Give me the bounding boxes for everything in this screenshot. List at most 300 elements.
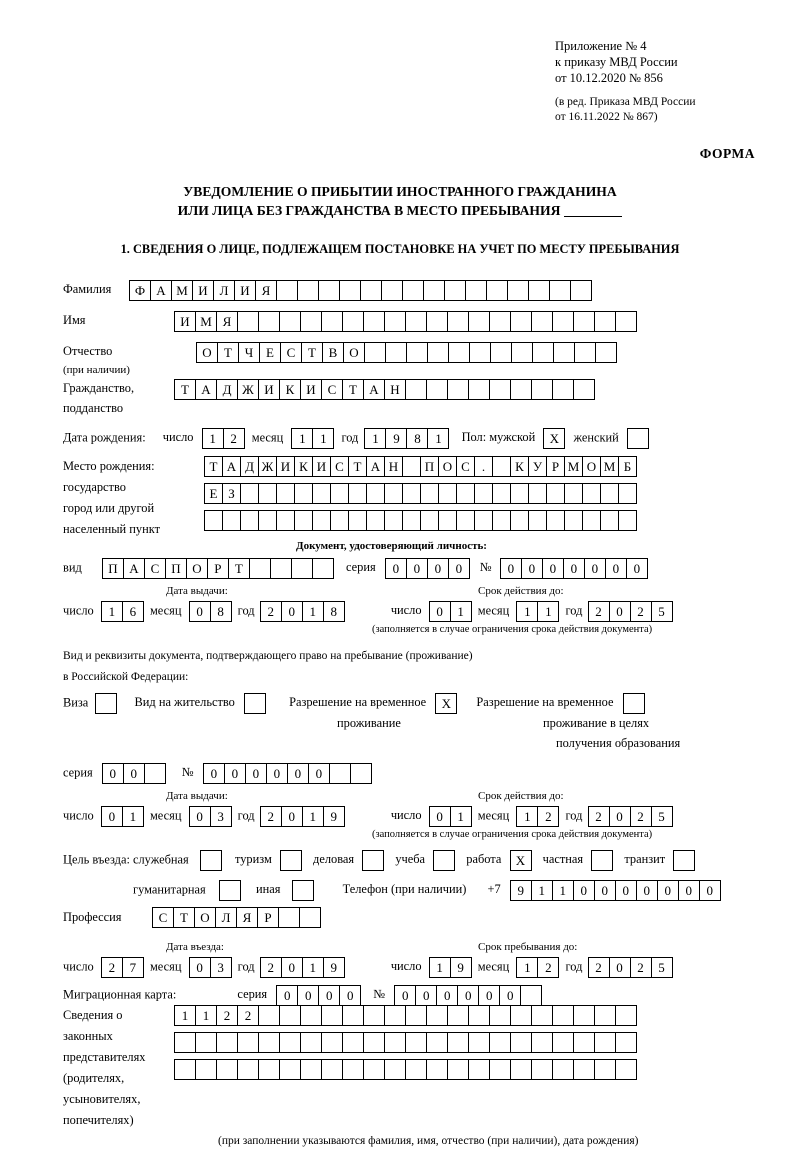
- purpose-other-checkbox[interactable]: [292, 880, 314, 901]
- char-cell[interactable]: [570, 280, 592, 301]
- char-cell[interactable]: [573, 1005, 595, 1026]
- char-cell[interactable]: [312, 558, 334, 579]
- char-cell[interactable]: [363, 1059, 385, 1080]
- char-cell[interactable]: [618, 483, 637, 504]
- char-cell[interactable]: Е: [204, 483, 223, 504]
- char-cell[interactable]: 0: [339, 985, 361, 1006]
- char-cell[interactable]: 1: [312, 428, 334, 449]
- char-cell[interactable]: 1: [427, 428, 449, 449]
- char-cell[interactable]: [406, 342, 428, 363]
- char-cell[interactable]: 0: [500, 558, 522, 579]
- char-cell[interactable]: [510, 1059, 532, 1080]
- char-cell[interactable]: [615, 311, 637, 332]
- char-cell[interactable]: [465, 280, 487, 301]
- char-cell[interactable]: 8: [406, 428, 428, 449]
- char-cell[interactable]: М: [171, 280, 193, 301]
- char-cell[interactable]: [363, 311, 385, 332]
- char-cell[interactable]: [405, 1059, 427, 1080]
- char-cell[interactable]: 1: [291, 428, 313, 449]
- doc-issue-month-cells[interactable]: [189, 601, 231, 622]
- char-cell[interactable]: 1: [450, 601, 472, 622]
- char-cell[interactable]: [426, 379, 448, 400]
- char-cell[interactable]: [174, 1059, 196, 1080]
- char-cell[interactable]: С: [144, 558, 166, 579]
- char-cell[interactable]: [339, 280, 361, 301]
- char-cell[interactable]: [489, 311, 511, 332]
- char-cell[interactable]: [520, 985, 542, 1006]
- edu-residence-checkbox[interactable]: [623, 693, 645, 714]
- permit-issue-month-cells[interactable]: [189, 806, 231, 827]
- char-cell[interactable]: 0: [448, 558, 470, 579]
- char-cell[interactable]: [258, 311, 280, 332]
- char-cell[interactable]: [552, 1032, 574, 1053]
- char-cell[interactable]: Я: [216, 311, 238, 332]
- char-cell[interactable]: [342, 1005, 364, 1026]
- char-cell[interactable]: [423, 280, 445, 301]
- char-cell[interactable]: [489, 1005, 511, 1026]
- char-cell[interactable]: 1: [516, 601, 538, 622]
- char-cell[interactable]: [552, 1059, 574, 1080]
- char-cell[interactable]: М: [600, 456, 619, 477]
- char-cell[interactable]: [474, 510, 493, 531]
- char-cell[interactable]: Ж: [237, 379, 259, 400]
- char-cell[interactable]: [594, 1059, 616, 1080]
- char-cell[interactable]: 0: [584, 558, 606, 579]
- char-cell[interactable]: 1: [531, 880, 553, 901]
- char-cell[interactable]: [582, 483, 601, 504]
- char-cell[interactable]: 0: [521, 558, 543, 579]
- char-cell[interactable]: 0: [102, 763, 124, 784]
- char-cell[interactable]: Р: [257, 907, 279, 928]
- char-cell[interactable]: [444, 280, 466, 301]
- char-cell[interactable]: [258, 510, 277, 531]
- char-cell[interactable]: [294, 483, 313, 504]
- char-cell[interactable]: О: [186, 558, 208, 579]
- stay-month-cells[interactable]: [516, 957, 558, 978]
- char-cell[interactable]: 0: [189, 601, 211, 622]
- char-cell[interactable]: [573, 1059, 595, 1080]
- char-cell[interactable]: [294, 510, 313, 531]
- char-cell[interactable]: [329, 763, 351, 784]
- char-cell[interactable]: [363, 1005, 385, 1026]
- char-cell[interactable]: [492, 456, 511, 477]
- char-cell[interactable]: 1: [364, 428, 386, 449]
- char-cell[interactable]: К: [294, 456, 313, 477]
- char-cell[interactable]: [492, 483, 511, 504]
- char-cell[interactable]: 8: [210, 601, 232, 622]
- char-cell[interactable]: Р: [207, 558, 229, 579]
- char-cell[interactable]: 2: [260, 957, 282, 978]
- char-cell[interactable]: [405, 379, 427, 400]
- char-cell[interactable]: 2: [537, 806, 559, 827]
- char-cell[interactable]: [279, 1032, 301, 1053]
- char-cell[interactable]: [490, 342, 512, 363]
- char-cell[interactable]: 0: [287, 763, 309, 784]
- char-cell[interactable]: [300, 311, 322, 332]
- char-cell[interactable]: [594, 1032, 616, 1053]
- char-cell[interactable]: С: [330, 456, 349, 477]
- char-cell[interactable]: 1: [516, 806, 538, 827]
- sex-female-checkbox[interactable]: [627, 428, 649, 449]
- char-cell[interactable]: [426, 1005, 448, 1026]
- char-cell[interactable]: 6: [122, 601, 144, 622]
- char-cell[interactable]: 2: [630, 806, 652, 827]
- char-cell[interactable]: [582, 510, 601, 531]
- char-cell[interactable]: [381, 280, 403, 301]
- surname-cells[interactable]: [129, 280, 591, 301]
- birth-state-cells[interactable]: [204, 456, 636, 477]
- char-cell[interactable]: 1: [552, 880, 574, 901]
- char-cell[interactable]: [364, 342, 386, 363]
- char-cell[interactable]: Т: [173, 907, 195, 928]
- char-cell[interactable]: 0: [297, 985, 319, 1006]
- char-cell[interactable]: [278, 907, 300, 928]
- char-cell[interactable]: О: [194, 907, 216, 928]
- purpose-humanitarian-checkbox[interactable]: [219, 880, 241, 901]
- char-cell[interactable]: [300, 1032, 322, 1053]
- char-cell[interactable]: [299, 907, 321, 928]
- char-cell[interactable]: А: [366, 456, 385, 477]
- birth-day-cells[interactable]: [202, 428, 244, 449]
- entry-year-cells[interactable]: [260, 957, 344, 978]
- doc-valid-day-cells[interactable]: [429, 601, 471, 622]
- char-cell[interactable]: 5: [651, 957, 673, 978]
- char-cell[interactable]: [360, 280, 382, 301]
- temp-residence-checkbox[interactable]: Х: [435, 693, 457, 714]
- char-cell[interactable]: 0: [478, 985, 500, 1006]
- legal-row-2-cells[interactable]: [174, 1032, 636, 1053]
- char-cell[interactable]: 0: [406, 558, 428, 579]
- char-cell[interactable]: 0: [203, 763, 225, 784]
- name-cells[interactable]: [174, 311, 636, 332]
- char-cell[interactable]: 2: [588, 957, 610, 978]
- char-cell[interactable]: 9: [450, 957, 472, 978]
- char-cell[interactable]: М: [195, 311, 217, 332]
- char-cell[interactable]: [510, 510, 529, 531]
- char-cell[interactable]: [279, 311, 301, 332]
- char-cell[interactable]: [321, 1005, 343, 1026]
- char-cell[interactable]: [468, 1005, 490, 1026]
- char-cell[interactable]: [342, 311, 364, 332]
- birth-settlement-cells[interactable]: [204, 510, 636, 531]
- legal-row-3-cells[interactable]: [174, 1059, 636, 1080]
- char-cell[interactable]: И: [276, 456, 295, 477]
- char-cell[interactable]: З: [222, 483, 241, 504]
- char-cell[interactable]: [258, 1059, 280, 1080]
- char-cell[interactable]: [489, 1032, 511, 1053]
- char-cell[interactable]: 1: [450, 806, 472, 827]
- char-cell[interactable]: П: [165, 558, 187, 579]
- birth-month-cells[interactable]: [291, 428, 333, 449]
- char-cell[interactable]: У: [528, 456, 547, 477]
- char-cell[interactable]: 0: [101, 806, 123, 827]
- char-cell[interactable]: [456, 510, 475, 531]
- char-cell[interactable]: [321, 311, 343, 332]
- char-cell[interactable]: 1: [429, 957, 451, 978]
- char-cell[interactable]: [553, 342, 575, 363]
- char-cell[interactable]: [600, 510, 619, 531]
- char-cell[interactable]: Н: [384, 379, 406, 400]
- char-cell[interactable]: [426, 311, 448, 332]
- char-cell[interactable]: Ф: [129, 280, 151, 301]
- char-cell[interactable]: [573, 379, 595, 400]
- char-cell[interactable]: [532, 342, 554, 363]
- permit-valid-year-cells[interactable]: [588, 806, 672, 827]
- stay-year-cells[interactable]: [588, 957, 672, 978]
- char-cell[interactable]: [594, 311, 616, 332]
- char-cell[interactable]: [276, 483, 295, 504]
- legal-row-1-cells[interactable]: [174, 1005, 636, 1026]
- char-cell[interactable]: [531, 311, 553, 332]
- char-cell[interactable]: 0: [499, 985, 521, 1006]
- doc-valid-year-cells[interactable]: [588, 601, 672, 622]
- purpose-private-checkbox[interactable]: [591, 850, 613, 871]
- char-cell[interactable]: [448, 342, 470, 363]
- char-cell[interactable]: 1: [302, 957, 324, 978]
- char-cell[interactable]: О: [196, 342, 218, 363]
- char-cell[interactable]: [330, 510, 349, 531]
- char-cell[interactable]: [468, 1059, 490, 1080]
- char-cell[interactable]: 0: [394, 985, 416, 1006]
- birth-year-cells[interactable]: [364, 428, 448, 449]
- char-cell[interactable]: [552, 311, 574, 332]
- char-cell[interactable]: 8: [323, 601, 345, 622]
- char-cell[interactable]: Е: [259, 342, 281, 363]
- char-cell[interactable]: [528, 510, 547, 531]
- char-cell[interactable]: [510, 311, 532, 332]
- char-cell[interactable]: [492, 510, 511, 531]
- char-cell[interactable]: 1: [195, 1005, 217, 1026]
- char-cell[interactable]: 0: [594, 880, 616, 901]
- permit-valid-day-cells[interactable]: [429, 806, 471, 827]
- char-cell[interactable]: А: [150, 280, 172, 301]
- char-cell[interactable]: [216, 1059, 238, 1080]
- char-cell[interactable]: [195, 1032, 217, 1053]
- char-cell[interactable]: 2: [223, 428, 245, 449]
- char-cell[interactable]: Т: [348, 456, 367, 477]
- char-cell[interactable]: [222, 510, 241, 531]
- char-cell[interactable]: [574, 342, 596, 363]
- char-cell[interactable]: [426, 1032, 448, 1053]
- char-cell[interactable]: 0: [429, 601, 451, 622]
- char-cell[interactable]: А: [222, 456, 241, 477]
- purpose-work-checkbox[interactable]: Х: [510, 850, 532, 871]
- char-cell[interactable]: [510, 483, 529, 504]
- char-cell[interactable]: [402, 510, 421, 531]
- char-cell[interactable]: Д: [216, 379, 238, 400]
- char-cell[interactable]: Ч: [238, 342, 260, 363]
- char-cell[interactable]: И: [192, 280, 214, 301]
- char-cell[interactable]: [510, 379, 532, 400]
- mig-series-cells[interactable]: [276, 985, 360, 1006]
- char-cell[interactable]: [564, 483, 583, 504]
- purpose-business-checkbox[interactable]: [362, 850, 384, 871]
- char-cell[interactable]: [385, 342, 407, 363]
- char-cell[interactable]: [402, 456, 421, 477]
- char-cell[interactable]: А: [363, 379, 385, 400]
- char-cell[interactable]: [546, 483, 565, 504]
- sex-male-checkbox[interactable]: Х: [543, 428, 565, 449]
- char-cell[interactable]: 0: [609, 601, 631, 622]
- birth-city-cells[interactable]: [204, 483, 636, 504]
- char-cell[interactable]: [297, 280, 319, 301]
- char-cell[interactable]: 0: [542, 558, 564, 579]
- char-cell[interactable]: 3: [210, 957, 232, 978]
- char-cell[interactable]: 2: [630, 601, 652, 622]
- char-cell[interactable]: [402, 280, 424, 301]
- char-cell[interactable]: [456, 483, 475, 504]
- char-cell[interactable]: М: [564, 456, 583, 477]
- char-cell[interactable]: [174, 1032, 196, 1053]
- char-cell[interactable]: 0: [457, 985, 479, 1006]
- char-cell[interactable]: 0: [415, 985, 437, 1006]
- char-cell[interactable]: 2: [237, 1005, 259, 1026]
- char-cell[interactable]: [312, 510, 331, 531]
- char-cell[interactable]: [363, 1032, 385, 1053]
- char-cell[interactable]: 0: [189, 806, 211, 827]
- char-cell[interactable]: 0: [281, 601, 303, 622]
- char-cell[interactable]: О: [438, 456, 457, 477]
- char-cell[interactable]: И: [312, 456, 331, 477]
- char-cell[interactable]: 0: [318, 985, 340, 1006]
- char-cell[interactable]: [510, 1005, 532, 1026]
- char-cell[interactable]: [426, 1059, 448, 1080]
- char-cell[interactable]: 2: [260, 601, 282, 622]
- char-cell[interactable]: [528, 483, 547, 504]
- char-cell[interactable]: [474, 483, 493, 504]
- char-cell[interactable]: [511, 342, 533, 363]
- char-cell[interactable]: 0: [224, 763, 246, 784]
- char-cell[interactable]: [420, 483, 439, 504]
- char-cell[interactable]: И: [234, 280, 256, 301]
- char-cell[interactable]: [216, 1032, 238, 1053]
- char-cell[interactable]: Т: [174, 379, 196, 400]
- char-cell[interactable]: [342, 1032, 364, 1053]
- char-cell[interactable]: С: [152, 907, 174, 928]
- char-cell[interactable]: 0: [308, 763, 330, 784]
- char-cell[interactable]: 0: [657, 880, 679, 901]
- permit-issue-day-cells[interactable]: [101, 806, 143, 827]
- char-cell[interactable]: [531, 379, 553, 400]
- char-cell[interactable]: [420, 510, 439, 531]
- char-cell[interactable]: 0: [245, 763, 267, 784]
- char-cell[interactable]: [384, 1032, 406, 1053]
- char-cell[interactable]: 0: [563, 558, 585, 579]
- visa-checkbox[interactable]: [95, 693, 117, 714]
- purpose-study-checkbox[interactable]: [433, 850, 455, 871]
- residence-checkbox[interactable]: [244, 693, 266, 714]
- char-cell[interactable]: [402, 483, 421, 504]
- char-cell[interactable]: 1: [302, 601, 324, 622]
- char-cell[interactable]: [594, 1005, 616, 1026]
- char-cell[interactable]: [447, 379, 469, 400]
- char-cell[interactable]: [595, 342, 617, 363]
- stay-day-cells[interactable]: [429, 957, 471, 978]
- char-cell[interactable]: [486, 280, 508, 301]
- char-cell[interactable]: [348, 510, 367, 531]
- char-cell[interactable]: А: [195, 379, 217, 400]
- char-cell[interactable]: [489, 379, 511, 400]
- char-cell[interactable]: 9: [385, 428, 407, 449]
- char-cell[interactable]: С: [280, 342, 302, 363]
- char-cell[interactable]: [600, 483, 619, 504]
- char-cell[interactable]: [573, 311, 595, 332]
- char-cell[interactable]: 0: [281, 957, 303, 978]
- char-cell[interactable]: [531, 1032, 553, 1053]
- char-cell[interactable]: .: [474, 456, 493, 477]
- char-cell[interactable]: О: [343, 342, 365, 363]
- char-cell[interactable]: 5: [651, 806, 673, 827]
- char-cell[interactable]: [384, 483, 403, 504]
- char-cell[interactable]: 2: [260, 806, 282, 827]
- char-cell[interactable]: 9: [510, 880, 532, 901]
- char-cell[interactable]: А: [123, 558, 145, 579]
- permit-number-cells[interactable]: [203, 763, 371, 784]
- char-cell[interactable]: [447, 311, 469, 332]
- char-cell[interactable]: [384, 311, 406, 332]
- char-cell[interactable]: [318, 280, 340, 301]
- char-cell[interactable]: С: [321, 379, 343, 400]
- char-cell[interactable]: К: [279, 379, 301, 400]
- char-cell[interactable]: [427, 342, 449, 363]
- char-cell[interactable]: 2: [588, 601, 610, 622]
- char-cell[interactable]: [258, 1005, 280, 1026]
- char-cell[interactable]: [405, 311, 427, 332]
- permit-series-cells[interactable]: [102, 763, 165, 784]
- char-cell[interactable]: [552, 379, 574, 400]
- char-cell[interactable]: [546, 510, 565, 531]
- char-cell[interactable]: 7: [122, 957, 144, 978]
- char-cell[interactable]: [312, 483, 331, 504]
- char-cell[interactable]: 0: [123, 763, 145, 784]
- char-cell[interactable]: 2: [101, 957, 123, 978]
- char-cell[interactable]: К: [510, 456, 529, 477]
- char-cell[interactable]: [342, 1059, 364, 1080]
- purpose-transit-checkbox[interactable]: [673, 850, 695, 871]
- doc-valid-month-cells[interactable]: [516, 601, 558, 622]
- char-cell[interactable]: О: [582, 456, 601, 477]
- char-cell[interactable]: 0: [615, 880, 637, 901]
- char-cell[interactable]: [279, 1059, 301, 1080]
- char-cell[interactable]: [528, 280, 550, 301]
- char-cell[interactable]: В: [322, 342, 344, 363]
- char-cell[interactable]: [447, 1005, 469, 1026]
- char-cell[interactable]: [615, 1059, 637, 1080]
- char-cell[interactable]: [240, 483, 259, 504]
- char-cell[interactable]: [615, 1005, 637, 1026]
- char-cell[interactable]: [438, 483, 457, 504]
- char-cell[interactable]: 0: [573, 880, 595, 901]
- char-cell[interactable]: Н: [384, 456, 403, 477]
- char-cell[interactable]: И: [300, 379, 322, 400]
- char-cell[interactable]: [249, 558, 271, 579]
- char-cell[interactable]: 0: [626, 558, 648, 579]
- char-cell[interactable]: 0: [266, 763, 288, 784]
- char-cell[interactable]: [447, 1059, 469, 1080]
- char-cell[interactable]: [469, 342, 491, 363]
- doc-series-cells[interactable]: [385, 558, 469, 579]
- char-cell[interactable]: [573, 1032, 595, 1053]
- char-cell[interactable]: 1: [302, 806, 324, 827]
- char-cell[interactable]: 0: [436, 985, 458, 1006]
- char-cell[interactable]: [330, 483, 349, 504]
- char-cell[interactable]: Л: [215, 907, 237, 928]
- char-cell[interactable]: 3: [210, 806, 232, 827]
- char-cell[interactable]: Т: [301, 342, 323, 363]
- char-cell[interactable]: Т: [342, 379, 364, 400]
- doc-number-cells[interactable]: [500, 558, 647, 579]
- char-cell[interactable]: 0: [385, 558, 407, 579]
